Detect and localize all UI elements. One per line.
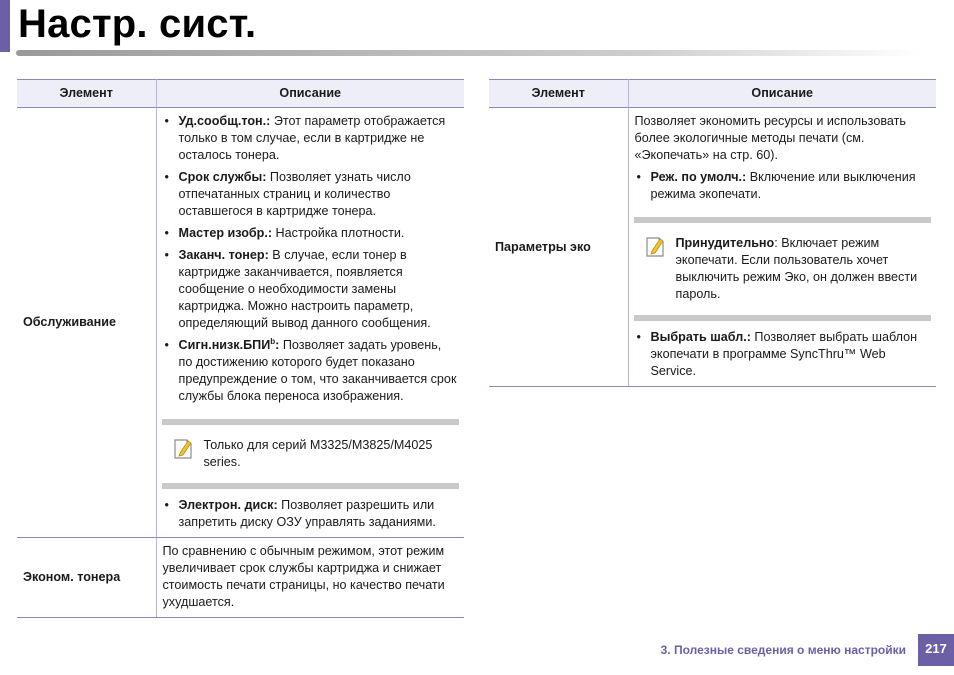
column-header-description: Описание — [628, 80, 936, 108]
note-pencil-icon — [644, 235, 666, 259]
item-term: Выбрать шабл.: — [650, 330, 751, 344]
right-settings-table — [489, 79, 936, 387]
table-header-row — [17, 80, 464, 108]
item-term: Срок службы: — [178, 170, 267, 184]
note-pencil-icon — [172, 437, 194, 461]
item-text: Позволяет выбрать шаблон экопечати в программе SyncThru™ Web Service. — [650, 330, 918, 378]
page-title: Настр. сист. — [18, 2, 257, 46]
note-text: Только для серий M3325/M3825/M4025 series. — [203, 438, 433, 469]
list-item — [163, 113, 459, 164]
title-accent-bar — [0, 0, 10, 52]
note-text: : Включает режим экопечати. Если пользователь хочет выключить режим Эко, он должен ввести пароль. — [675, 236, 918, 301]
table-row-maintenance — [17, 108, 464, 538]
note-box — [162, 419, 460, 489]
item-term — [179, 338, 280, 352]
item-term-suffix: : — [275, 338, 280, 352]
item-footnote-mark: b — [270, 336, 276, 346]
eco-intro: Позволяет экономить ресурсы и использовать более экологичные методы печати (см. «Экопечать» на стр. 60). — [634, 114, 906, 162]
maintenance-bullet-list — [163, 113, 459, 405]
title-underline — [16, 50, 921, 56]
item-term: Электрон. диск: — [178, 498, 278, 512]
column-header-description: Описание — [156, 80, 464, 108]
note-box — [634, 217, 932, 321]
row-label-maintenance: Обслуживание — [17, 108, 156, 538]
list-item — [163, 225, 459, 242]
eco-extra-list — [635, 329, 931, 380]
page-number: 217 — [918, 634, 954, 666]
item-term-text: Сигн.низк.БПИ — [178, 338, 271, 352]
table-row-eco — [489, 108, 936, 387]
table-row-toner-save — [17, 538, 464, 618]
footer-chapter-title: 3. Полезные сведения о меню настройки — [660, 643, 906, 657]
item-text: В случае, если тонер в картридже заканчивается, появляется сообщение о необходимости замены картриджа. Можно настроить параметр, определяющий вывод данного сообщения. — [178, 248, 431, 330]
item-text: Включение или выключения режима экопечати. — [650, 170, 916, 201]
column-header-element: Элемент — [489, 80, 628, 108]
row-label-toner-save: Эконом. тонера — [17, 538, 156, 618]
item-term: Реж. по умолч.: — [650, 170, 747, 184]
table-header-row — [489, 80, 936, 108]
column-header-element: Элемент — [17, 80, 156, 108]
item-term: Уд.сообщ.тон.: — [178, 114, 271, 128]
left-settings-table — [17, 79, 464, 618]
item-term: Заканч. тонер: — [178, 248, 269, 262]
list-item — [635, 169, 931, 203]
row-label-eco: Параметры эко — [489, 108, 628, 387]
list-item — [163, 247, 459, 332]
item-text: Настройка плотности. — [272, 226, 405, 240]
note-term: Принудительно — [675, 236, 775, 250]
item-text: Позволяет разрешить или запретить диску ОЗУ управлять заданиями. — [178, 498, 436, 529]
maintenance-extra-list — [163, 497, 459, 531]
eco-bullet-list — [635, 169, 931, 203]
item-term: Мастер изобр.: — [178, 226, 273, 240]
list-item — [163, 169, 459, 220]
list-item — [635, 329, 931, 380]
list-item — [163, 497, 459, 531]
item-text: Позволяет узнать число отпечатанных страниц и количество оставшегося в картридже тонера. — [178, 170, 411, 218]
row-description-toner-save: По сравнению с обычным режимом, этот режим увеличивает срок службы картриджа и снижает стоимость печати страницы, но качество печати ухудшается. — [156, 538, 464, 618]
row-description-maintenance — [156, 108, 464, 538]
item-text: Позволяет задать уровень, по достижению которого будет показано предупреждение о том, что заканчивается срок службы блока переноса изображения. — [178, 338, 457, 403]
item-text: Этот параметр отображается только в том случае, если в картридже не осталось тонера. — [178, 114, 446, 162]
row-description-eco — [628, 108, 936, 387]
list-item — [163, 337, 459, 405]
